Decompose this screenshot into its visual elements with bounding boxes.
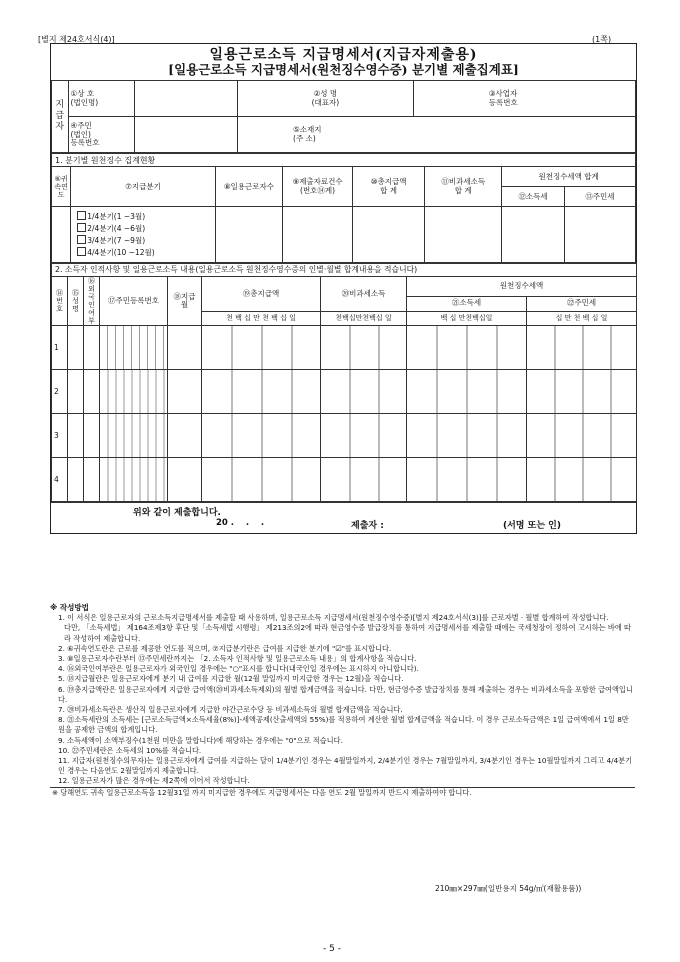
pay-month-cell[interactable] <box>168 370 202 414</box>
quarter-option-3[interactable]: 3/4분기(7 ~9월) <box>77 235 212 247</box>
note-9: 9. 소득세액이 소액부징수(1천원 미만을 말합니다)에 해당하는 경우에는 "0"으로 적습니다. <box>58 735 343 745</box>
submit-statement: 위와 같이 제출합니다. <box>133 508 221 519</box>
table-row <box>52 414 637 458</box>
col-nontaxable-2: ⑳비과세소득 <box>321 277 407 311</box>
form-frame <box>50 43 637 534</box>
units-total-pay: 천 백 십 만 천 백 십 일 <box>202 311 321 326</box>
col-number: ⑭번호 <box>52 277 68 326</box>
row-number: 4 <box>52 458 68 502</box>
reg-no-cell[interactable] <box>100 458 168 502</box>
note-8: 8. ㉑소득세란의 소득세는 [근로소득금액×소득세율(8%)]-세액공제(산출세액의 55%)를 적용하여 계산한 월별 합계금액을 적습니다. 이 경우 근로소득금액은 1일 급여액에서 1일 8만원을 공제한 금액의 합계입니다. <box>58 715 629 735</box>
col-withholding-2: 원천징수세액 <box>407 277 637 296</box>
notes-title: ※ 작성방법 <box>50 603 89 612</box>
nontaxable-cell[interactable] <box>425 207 502 263</box>
col-pay-quarter: ⑦지급분기 <box>71 167 215 207</box>
form-subtitle: [일용근로소득 지급명세서(원천징수영수증) 분기별 제출집계표] <box>168 63 519 78</box>
table-row <box>52 370 637 414</box>
quarter-option-1[interactable]: 1/4분기(1 ~3월) <box>77 211 212 223</box>
nontaxable-digits[interactable] <box>321 414 407 458</box>
name-cell[interactable] <box>68 458 84 502</box>
note-1: 1. 이 서식은 일용근로자의 근로소득지급명세서를 제출할 때 사용하며, 일용근로소득 지급명세서(원천징수영수증)[별지 제24호서식(3)]를 근로자별 · 월별 합계하여 작성합니다. <box>58 613 609 623</box>
col-record-count: ⑨제출자료건수 (번호⑭계) <box>283 167 353 207</box>
page-number: - 5 - <box>323 944 341 954</box>
total-pay-digits[interactable] <box>202 458 321 502</box>
instructions <box>50 603 635 798</box>
reg-no-cell[interactable] <box>100 326 168 370</box>
section2-title: 2. 소득자 인적사항 및 일용근로소득 내용(일용근로소득 원천징수영수증의 인별·월별 합계내용을 적습니다) <box>52 264 637 277</box>
col-withholding-total: 원천징수세액 합계 <box>502 167 636 187</box>
income-tax-digits[interactable] <box>407 414 527 458</box>
resident-no-value[interactable] <box>134 117 237 153</box>
units-resident-tax: 십 만 천 백 십 일 <box>527 311 637 326</box>
pay-month-cell[interactable] <box>168 326 202 370</box>
col-income-tax-2: ㉑소득세 <box>407 296 527 311</box>
form-code: [별지 제24호서식(4)] <box>38 35 115 44</box>
col-resident-tax: ⑬주민세 <box>564 187 635 207</box>
col-total-pay: ⑩총지급액 합 계 <box>352 167 424 207</box>
reg-no-cell[interactable] <box>100 414 168 458</box>
note-6: 6. ⑲총지급액란은 일용근로자에게 지급한 급여액(⑳비과세소득제외)의 월별 합계금액을 적습니다. 다만, 현금영수증 발급장치를 통해 제출하는 경우는 비과세소득을 포함한 급여액입니다. <box>58 684 633 704</box>
paper-spec: 210㎜×297㎜(일반용지 54g/㎡(재활용품)) <box>435 884 582 893</box>
header-table <box>51 44 636 80</box>
section1-title: 1. 분기별 원천징수 집계현황 <box>52 154 636 167</box>
row-number: 2 <box>52 370 68 414</box>
col-resident-reg-no: ⑰주민등록번호 <box>100 277 168 326</box>
row-number: 1 <box>52 326 68 370</box>
col-total-pay-2: ⑲총지급액 <box>202 277 321 311</box>
note-4: 4. ⑯외국인여부란은 일용근로자가 외국인일 경우에는 "○"표시를 합니다(내국인일 경우에는 표시하지 아니합니다). <box>58 664 419 674</box>
quarter-checklist <box>71 207 215 263</box>
name-cell[interactable] <box>68 414 84 458</box>
note-5: 5. ⑱지급월란은 일용근로자에게 분기 내 급여를 지급한 월(12월 말일까지 미지급한 경우는 12월)을 적습니다. <box>58 674 404 684</box>
quarter-option-4[interactable]: 4/4분기(10 ~12월) <box>77 247 212 259</box>
submitter-label: 제출자 : <box>351 521 384 532</box>
nontaxable-digits[interactable] <box>321 370 407 414</box>
checkbox-icon <box>77 211 86 220</box>
income-tax-cell[interactable] <box>502 207 565 263</box>
note-7: 7. ⑳비과세소득란은 생산직 일용근로자에게 지급한 야간근로수당 등 비과세소득의 월별 합계금액을 적습니다. <box>58 705 403 715</box>
note-10: 10. ㉒주민세란은 소득세의 10%를 적습니다. <box>58 745 202 755</box>
field-label-ceo: ②성 명 (대표자) <box>238 81 414 117</box>
table-row <box>52 326 637 370</box>
page-label: (1쪽) <box>592 35 612 44</box>
total-pay-digits[interactable] <box>202 414 321 458</box>
income-tax-digits[interactable] <box>407 326 527 370</box>
foreigner-cell[interactable] <box>84 326 100 370</box>
total-pay-digits[interactable] <box>202 370 321 414</box>
resident-tax-digits[interactable] <box>527 370 637 414</box>
note-1b: 다만, 「소득세법」 제164조제3항 후단 및「소득세법 시행령」 제213조의2에 따라 현금영수증 발급장치를 통하여 지급명세서를 제출할 때에는 국세청장이 정하여 고시하는 바에 따라 작성하여 제출합니다. <box>64 623 631 643</box>
col-foreigner: ⑯외국인여부 <box>84 277 100 326</box>
foreigner-cell[interactable] <box>84 370 100 414</box>
payer-label: 지급자 <box>52 81 69 153</box>
nontaxable-digits[interactable] <box>321 458 407 502</box>
foreigner-cell[interactable] <box>84 414 100 458</box>
pay-month-cell[interactable] <box>168 414 202 458</box>
payer-table <box>51 80 636 153</box>
foreigner-cell[interactable] <box>84 458 100 502</box>
field-label-bizno: ③사업자 등록번호 <box>413 81 635 117</box>
col-attribution-year: ⑥귀속연도 <box>52 167 71 207</box>
col-nontaxable: ⑪비과세소득 합 계 <box>425 167 502 207</box>
total-pay-cell[interactable] <box>352 207 424 263</box>
row-number: 3 <box>52 414 68 458</box>
col-income-tax: ⑫소득세 <box>502 187 565 207</box>
col-resident-tax-2: ㉒주민세 <box>527 296 637 311</box>
field-label-resident-no: ④주민 (법인) 등록번호 <box>68 117 134 153</box>
submit-date[interactable]: 20 . . . <box>216 518 265 529</box>
record-count-cell[interactable] <box>283 207 353 263</box>
table-row <box>52 458 637 502</box>
income-tax-digits[interactable] <box>407 370 527 414</box>
note-footer: ※ 당해연도 귀속 일용근로소득을 12월31일 까지 미지급한 경우에도 지급명세서는 다음 연도 2월 말일까지 반드시 제출하여야 합니다. <box>50 787 635 798</box>
section2-table <box>51 263 637 502</box>
note-12: 12. 일용근로자가 많은 경우에는 제2쪽에 이어서 작성합니다. <box>58 776 250 786</box>
submit-block <box>51 502 636 533</box>
checkbox-icon <box>77 223 86 232</box>
field-label-company: ①상 호 (법인명) <box>68 81 134 117</box>
resident-tax-cell[interactable] <box>564 207 635 263</box>
name-cell[interactable] <box>68 370 84 414</box>
section1-table <box>51 153 636 263</box>
resident-tax-digits[interactable] <box>527 458 637 502</box>
note-2: 2. ⑥귀속연도란은 근로를 제공한 연도를 적으며, ⑦지급분기란은 급여를 지급한 분기에 "☑"를 표시합니다. <box>58 643 392 653</box>
col-worker-count: ⑧일용근로자수 <box>215 167 282 207</box>
pay-month-cell[interactable] <box>168 458 202 502</box>
reg-no-cell[interactable] <box>100 370 168 414</box>
note-11: 11. 지급자(원천징수의무자)는 일용근로자에게 급여를 지급하는 달이 1/4분기인 경우는 4월말일까지, 2/4분기인 경우는 7월말일까지, 3/4분기인 경우는 10월말일까지 그리고 4/4분기인 경우는 다음연도 2월말일까지 제출합니다. <box>58 756 633 776</box>
checkbox-icon <box>77 235 86 244</box>
quarter-option-2[interactable]: 2/4분기(4 ~6월) <box>77 223 212 235</box>
resident-tax-digits[interactable] <box>527 414 637 458</box>
name-cell[interactable] <box>68 326 84 370</box>
checkbox-icon <box>77 247 86 256</box>
units-income-tax: 백 십 만천백십일 <box>407 311 527 326</box>
resident-tax-digits[interactable] <box>527 326 637 370</box>
total-pay-digits[interactable] <box>202 326 321 370</box>
note-3: 3. ⑧일용근로자수란부터 ⑬주민세란까지는 「2. 소득자 인적사항 및 일용근로소득 내용」의 합계사항을 적습니다. <box>58 654 417 664</box>
income-tax-digits[interactable] <box>407 458 527 502</box>
col-pay-month: ⑱지급월 <box>168 277 202 326</box>
worker-count-cell[interactable] <box>215 207 282 263</box>
field-label-address: ⑤소재지 (주 소) <box>238 117 636 153</box>
signature-field[interactable]: (서명 또는 인) <box>503 521 561 532</box>
nontaxable-digits[interactable] <box>321 326 407 370</box>
col-name: ⑮성명 <box>68 277 84 326</box>
form-title: 일용근로소득 지급명세서(지급자제출용) <box>209 47 478 63</box>
units-nontaxable: 천백십만천백십 일 <box>321 311 407 326</box>
attribution-year-cell[interactable] <box>52 207 71 263</box>
company-name-value[interactable] <box>134 81 237 117</box>
